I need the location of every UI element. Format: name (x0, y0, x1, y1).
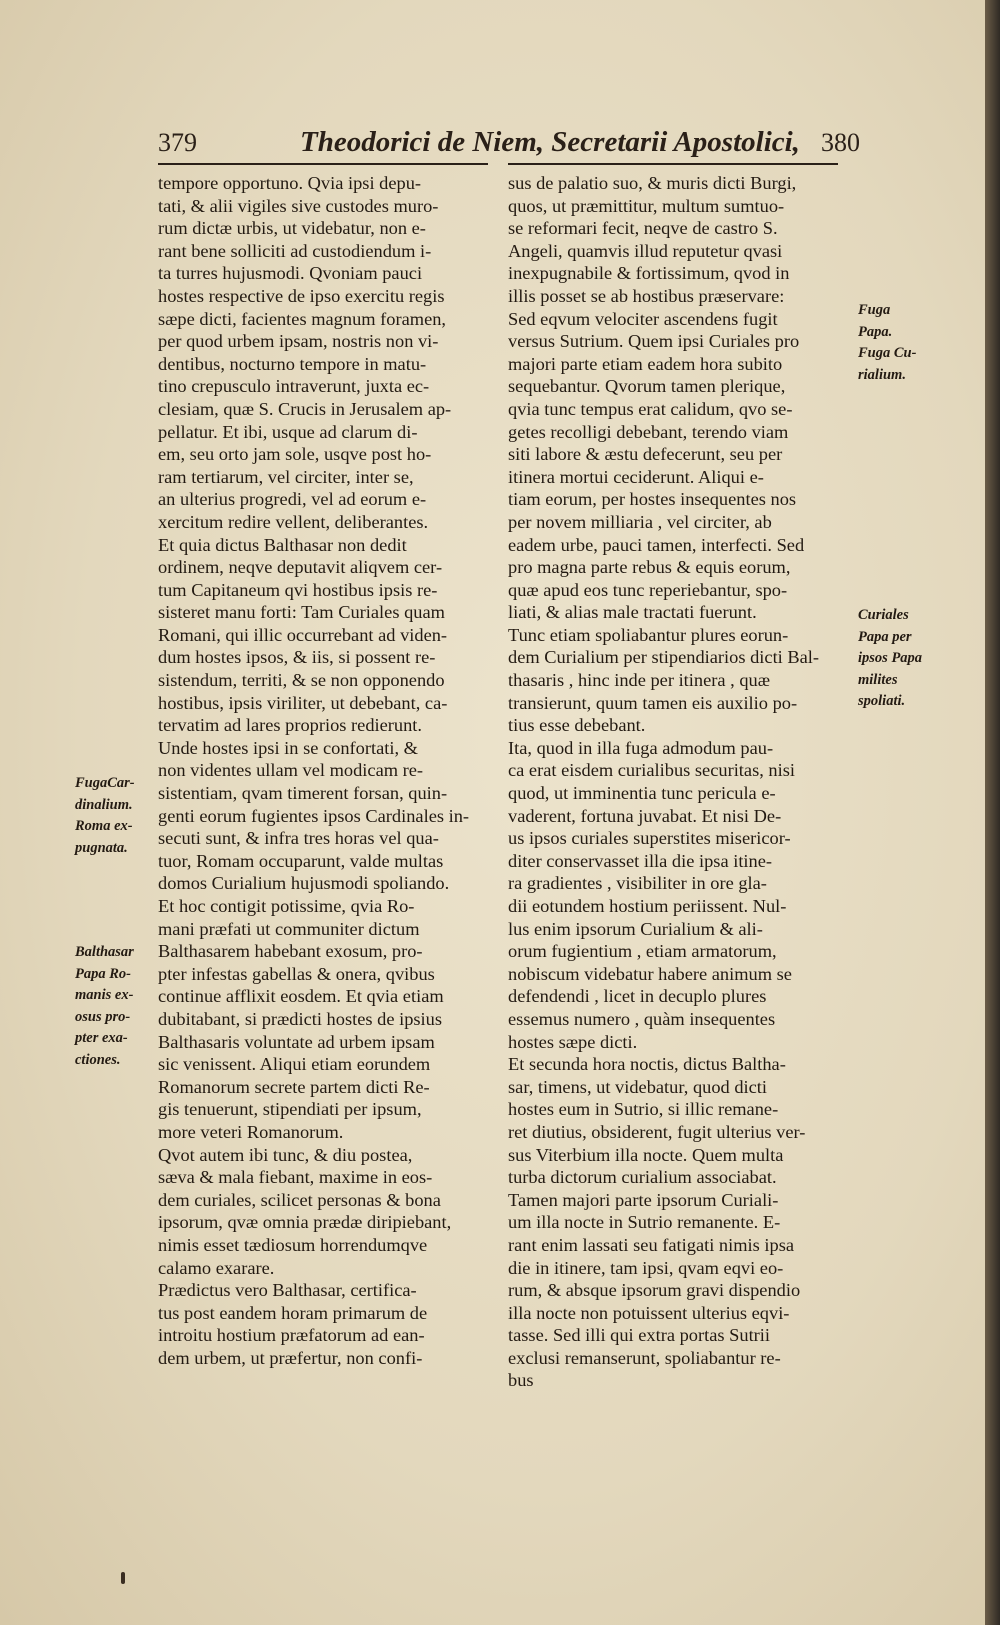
header-rule-right (508, 163, 838, 165)
text-line: ordinem, neqve deputavit aliqvem cer- (158, 557, 443, 578)
text-line: tervatim ad lares proprios redierunt. (158, 715, 423, 736)
text-line: ta turres hujusmodi. Qvoniam pauci (158, 263, 423, 284)
margin-note-line: Papa per (858, 628, 912, 645)
text-line: quod, ut imminentia tunc pericula e- (508, 783, 776, 804)
margin-note-curiales-spoliati (858, 605, 922, 713)
page-edge-shadow (985, 0, 1000, 1625)
text-line: quos, ut præmittitur, multum sumtuo- (508, 195, 785, 216)
text-line: em, seu orto jam sole, usqve post ho- (158, 444, 432, 465)
margin-note-line: ctiones. (75, 1051, 121, 1068)
margin-note-line: pter exa- (75, 1030, 128, 1047)
text-line: bus (508, 1370, 534, 1391)
text-line: rum, & absque ipsorum gravi dispendio (508, 1280, 801, 1301)
text-line: sus de palatio suo, & muris dicti Burgi, (508, 173, 797, 193)
text-line: ca erat eisdem curialibus securitas, nisi (508, 760, 795, 781)
text-line: tiam eorum, per hostes insequentes nos (508, 489, 797, 510)
margin-note-line: spoliati. (858, 693, 906, 710)
margin-note-line: rialium. (858, 366, 906, 383)
text-line: dem Curialium per stipendiarios dicti Bal- (508, 647, 820, 668)
page-number-right: 380 (821, 128, 860, 157)
text-line: tius esse debebant. (508, 715, 646, 736)
text-line: tino crepusculo intraverunt, juxta ec- (158, 376, 430, 397)
text-line: defendendi , licet in decuplo plures (508, 986, 767, 1007)
margin-note-line: osus pro- (75, 1008, 131, 1025)
text-line: sic venissent. Aliqui etiam eorundem (158, 1054, 431, 1075)
text-line: clesiam, quæ S. Crucis in Jerusalem ap- (158, 398, 452, 419)
text-line: rum dictæ urbis, ut videbatur, non e- (158, 218, 426, 239)
text-line: dentibus, nocturno tempore in matu- (158, 353, 427, 374)
text-line: transierunt, quum tamen eis auxilio po- (508, 692, 798, 713)
text-line: eadem urbe, pauci tamen, interfecti. Sed (508, 534, 805, 555)
text-line: nobiscum videbatur habere animum se (508, 963, 792, 984)
text-line: us ipsos curiales superstites misericor- (508, 828, 791, 849)
margin-note-line: milites (858, 671, 898, 688)
text-line: Romanorum secrete partem dicti Re- (158, 1076, 430, 1097)
text-line: pter infestas gabellas & onera, qvibus (158, 963, 435, 984)
text-line: Sed eqvum velociter ascendens fugit (508, 308, 778, 329)
margin-note-line: Fuga (858, 302, 891, 318)
running-title: Theodorici de Niem, Secretarii Apostolici, (300, 126, 800, 158)
text-line: hostes sæpe dicti. (508, 1031, 638, 1052)
margin-note-line: FugaCar- (75, 775, 135, 791)
text-line: getes recolligi debebant, terendo viam (508, 421, 789, 442)
text-line: die in itinere, tam ipsi, qvam eqvi eo- (508, 1257, 784, 1278)
text-line: orum fugientium , etiam armatorum, (508, 941, 777, 962)
text-line: Angeli, quamvis illud reputetur qvasi (508, 240, 783, 261)
text-line: vaderent, fortuna juvabat. Et nisi De- (508, 805, 782, 826)
text-line: secuti sunt, & infra tres horas vel qua- (158, 828, 439, 849)
text-line: Ita, quod in illa fuga admodum pau- (508, 737, 774, 758)
text-line: sar, timens, ut videbatur, quod dicti (508, 1076, 768, 1097)
margin-note-line: dinalium. (75, 796, 133, 813)
text-line: domos Curialium hujusmodi spoliando. (158, 873, 450, 894)
text-line: gis tenuerunt, stipendiati per ipsum, (158, 1099, 422, 1120)
text-line: mani præfati ut communiter dictum (158, 918, 420, 939)
text-line: hostes respective de ipso exercitu regis (158, 285, 445, 306)
text-line: tum Capitaneum qvi hostibus ipsis re- (158, 579, 438, 600)
margin-note-line: ipsos Papa (858, 650, 923, 667)
text-line: liati, & alias male tractati fuerunt. (508, 602, 757, 623)
margin-note-fuga-cardinalium (75, 773, 135, 859)
text-line: itinera mortui ceciderunt. Aliqui e- (508, 466, 764, 487)
text-line: Balthasarem habebant exosum, pro- (158, 941, 423, 962)
text-line: exclusi remanserunt, spoliabantur re- (508, 1347, 781, 1368)
text-line: hostibus, ipsis viriliter, ut debebant, ca- (158, 692, 448, 713)
text-line: Prædictus vero Balthasar, certifica- (158, 1280, 417, 1301)
text-line: Tamen majori parte ipsorum Curiali- (508, 1189, 779, 1210)
text-line: inexpugnabile & fortissimum, qvod in (508, 263, 790, 284)
text-line: qvia tunc tempus erat calidum, qvo se- (508, 398, 793, 419)
ink-spot (121, 1572, 125, 1584)
text-line: thasaris , hinc inde per itinera , quæ (508, 670, 770, 691)
text-line: diter conservasset illa die ipsa itine- (508, 850, 773, 871)
text-line: dem urbem, ut præfertur, non confi- (158, 1347, 423, 1368)
left-text-column (158, 172, 488, 1369)
text-line: continue afflixit eosdem. Et qvia etiam (158, 986, 444, 1007)
text-line: pro magna parte rebus & equis eorum, (508, 557, 791, 578)
margin-note-line: Fuga Cu- (858, 345, 917, 362)
margin-note-line: Curiales (858, 607, 909, 623)
text-line: sæva & mala fiebant, maxime in eos- (158, 1167, 433, 1188)
text-line: Unde hostes ipsi in se confortati, & (158, 737, 418, 758)
text-line: illis posset se ab hostibus præservare: (508, 285, 785, 306)
text-line: quæ apud eos tunc reperiebantur, spo- (508, 579, 788, 600)
text-line: se reformari fecit, neqve de castro S. (508, 218, 778, 239)
text-line: sisteret manu forti: Tam Curiales quam (158, 602, 445, 623)
margin-note-line: Papa Ro- (75, 965, 131, 982)
text-line: ipsorum, qvæ omnia prædæ diripiebant, (158, 1212, 452, 1233)
text-line: Balthasaris voluntate ad urbem ipsam (158, 1031, 435, 1052)
text-line: um illa nocte in Sutrio remanente. E- (508, 1212, 781, 1233)
text-line: ra gradientes , visibiliter in ore gla- (508, 873, 767, 894)
page-number-left: 379 (158, 128, 197, 157)
text-line: more veteri Romanorum. (158, 1121, 344, 1142)
text-line: rant bene solliciti ad custodiendum i- (158, 240, 432, 261)
text-line: tasse. Sed illi qui extra portas Sutrii (508, 1325, 771, 1346)
text-line: Romani, qui illic occurrebant ad viden- (158, 624, 448, 645)
text-line: dum hostes ipsos, & iis, si possent re- (158, 647, 436, 668)
text-line: versus Sutrium. Quem ipsi Curiales pro (508, 331, 800, 352)
text-line: ram tertiarum, vel circiter, inter se, (158, 466, 414, 487)
text-line: sistentiam, qvam timerent forsan, quin- (158, 783, 448, 804)
text-line: an ulterius progredi, vel ad eorum e- (158, 489, 427, 510)
margin-note-balthasar-papa (75, 942, 134, 1072)
text-line: xercitum redire vellent, deliberantes. (158, 511, 429, 532)
text-line: tuor, Romam occuparunt, valde multas (158, 850, 444, 871)
text-line: Et quia dictus Balthasar non dedit (158, 534, 407, 555)
text-line: Et secunda hora noctis, dictus Baltha- (508, 1054, 786, 1075)
text-line: ret diutius, obsiderent, fugit ulterius ver- (508, 1121, 806, 1142)
text-line: pellatur. Et ibi, usque ad clarum di- (158, 421, 418, 442)
text-line: genti eorum fugientes ipsos Cardinales in- (158, 805, 470, 826)
text-line: tati, & alii vigiles sive custodes muro- (158, 195, 439, 216)
margin-note-line: pugnata. (75, 839, 128, 856)
text-line: tempore opportuno. Qvia ipsi depu- (158, 173, 422, 193)
margin-note-line: Papa. (858, 323, 893, 340)
text-line: hostes eum in Sutrio, si illic remane- (508, 1099, 779, 1120)
margin-note-line: manis ex- (75, 987, 134, 1004)
text-line: majori parte etiam eadem hora subito (508, 353, 783, 374)
header-rule-left (158, 163, 488, 165)
text-line: dubitabant, si prædicti hostes de ipsius (158, 1008, 443, 1029)
text-line: illa nocte non potuissent ulterius eqvi- (508, 1302, 790, 1323)
text-line: calamo exarare. (158, 1257, 275, 1278)
text-line: rant enim lassati seu fatigati nimis ipsa (508, 1234, 795, 1255)
text-line: dii eotundem hostium periissent. Nul- (508, 896, 787, 916)
text-line: nimis esset tædiosum horrendumqve (158, 1234, 428, 1255)
text-line: per novem milliaria , vel circiter, ab (508, 511, 772, 532)
text-line: Tunc etiam spoliabantur plures eorun- (508, 624, 789, 645)
page-header (150, 128, 860, 162)
margin-note-fuga-curialium (858, 300, 916, 386)
text-line: lus enim ipsorum Curialium & ali- (508, 918, 763, 939)
text-line: sus Viterbium illa nocte. Quem multa (508, 1144, 784, 1165)
text-line: sistendum, territi, & se non opponendo (158, 670, 445, 691)
text-line: tus post eandem horam primarum de (158, 1302, 428, 1323)
text-line: non videntes ullam vel modicam re- (158, 760, 424, 781)
right-text-column (508, 172, 853, 1392)
text-line: per quod urbem ipsam, nostris non vi- (158, 331, 439, 352)
text-line: sequebantur. Qvorum tamen plerique, (508, 376, 786, 397)
text-line: sæpe dicti, facientes magnum foramen, (158, 308, 447, 329)
text-line: turba dictorum curialium associabat. (508, 1167, 777, 1188)
text-line: essemus numero , quàm insequentes (508, 1008, 776, 1029)
text-line: siti labore & æstu defecerunt, seu per (508, 444, 783, 465)
text-line: Qvot autem ibi tunc, & diu postea, (158, 1144, 413, 1165)
text-line: dem curiales, scilicet personas & bona (158, 1189, 441, 1210)
margin-note-line: Balthasar (75, 944, 134, 960)
text-line: Et hoc contigit potissime, qvia Ro- (158, 896, 415, 916)
text-line: introitu hostium præfatorum ad ean- (158, 1325, 425, 1346)
margin-note-line: Roma ex- (75, 818, 133, 835)
